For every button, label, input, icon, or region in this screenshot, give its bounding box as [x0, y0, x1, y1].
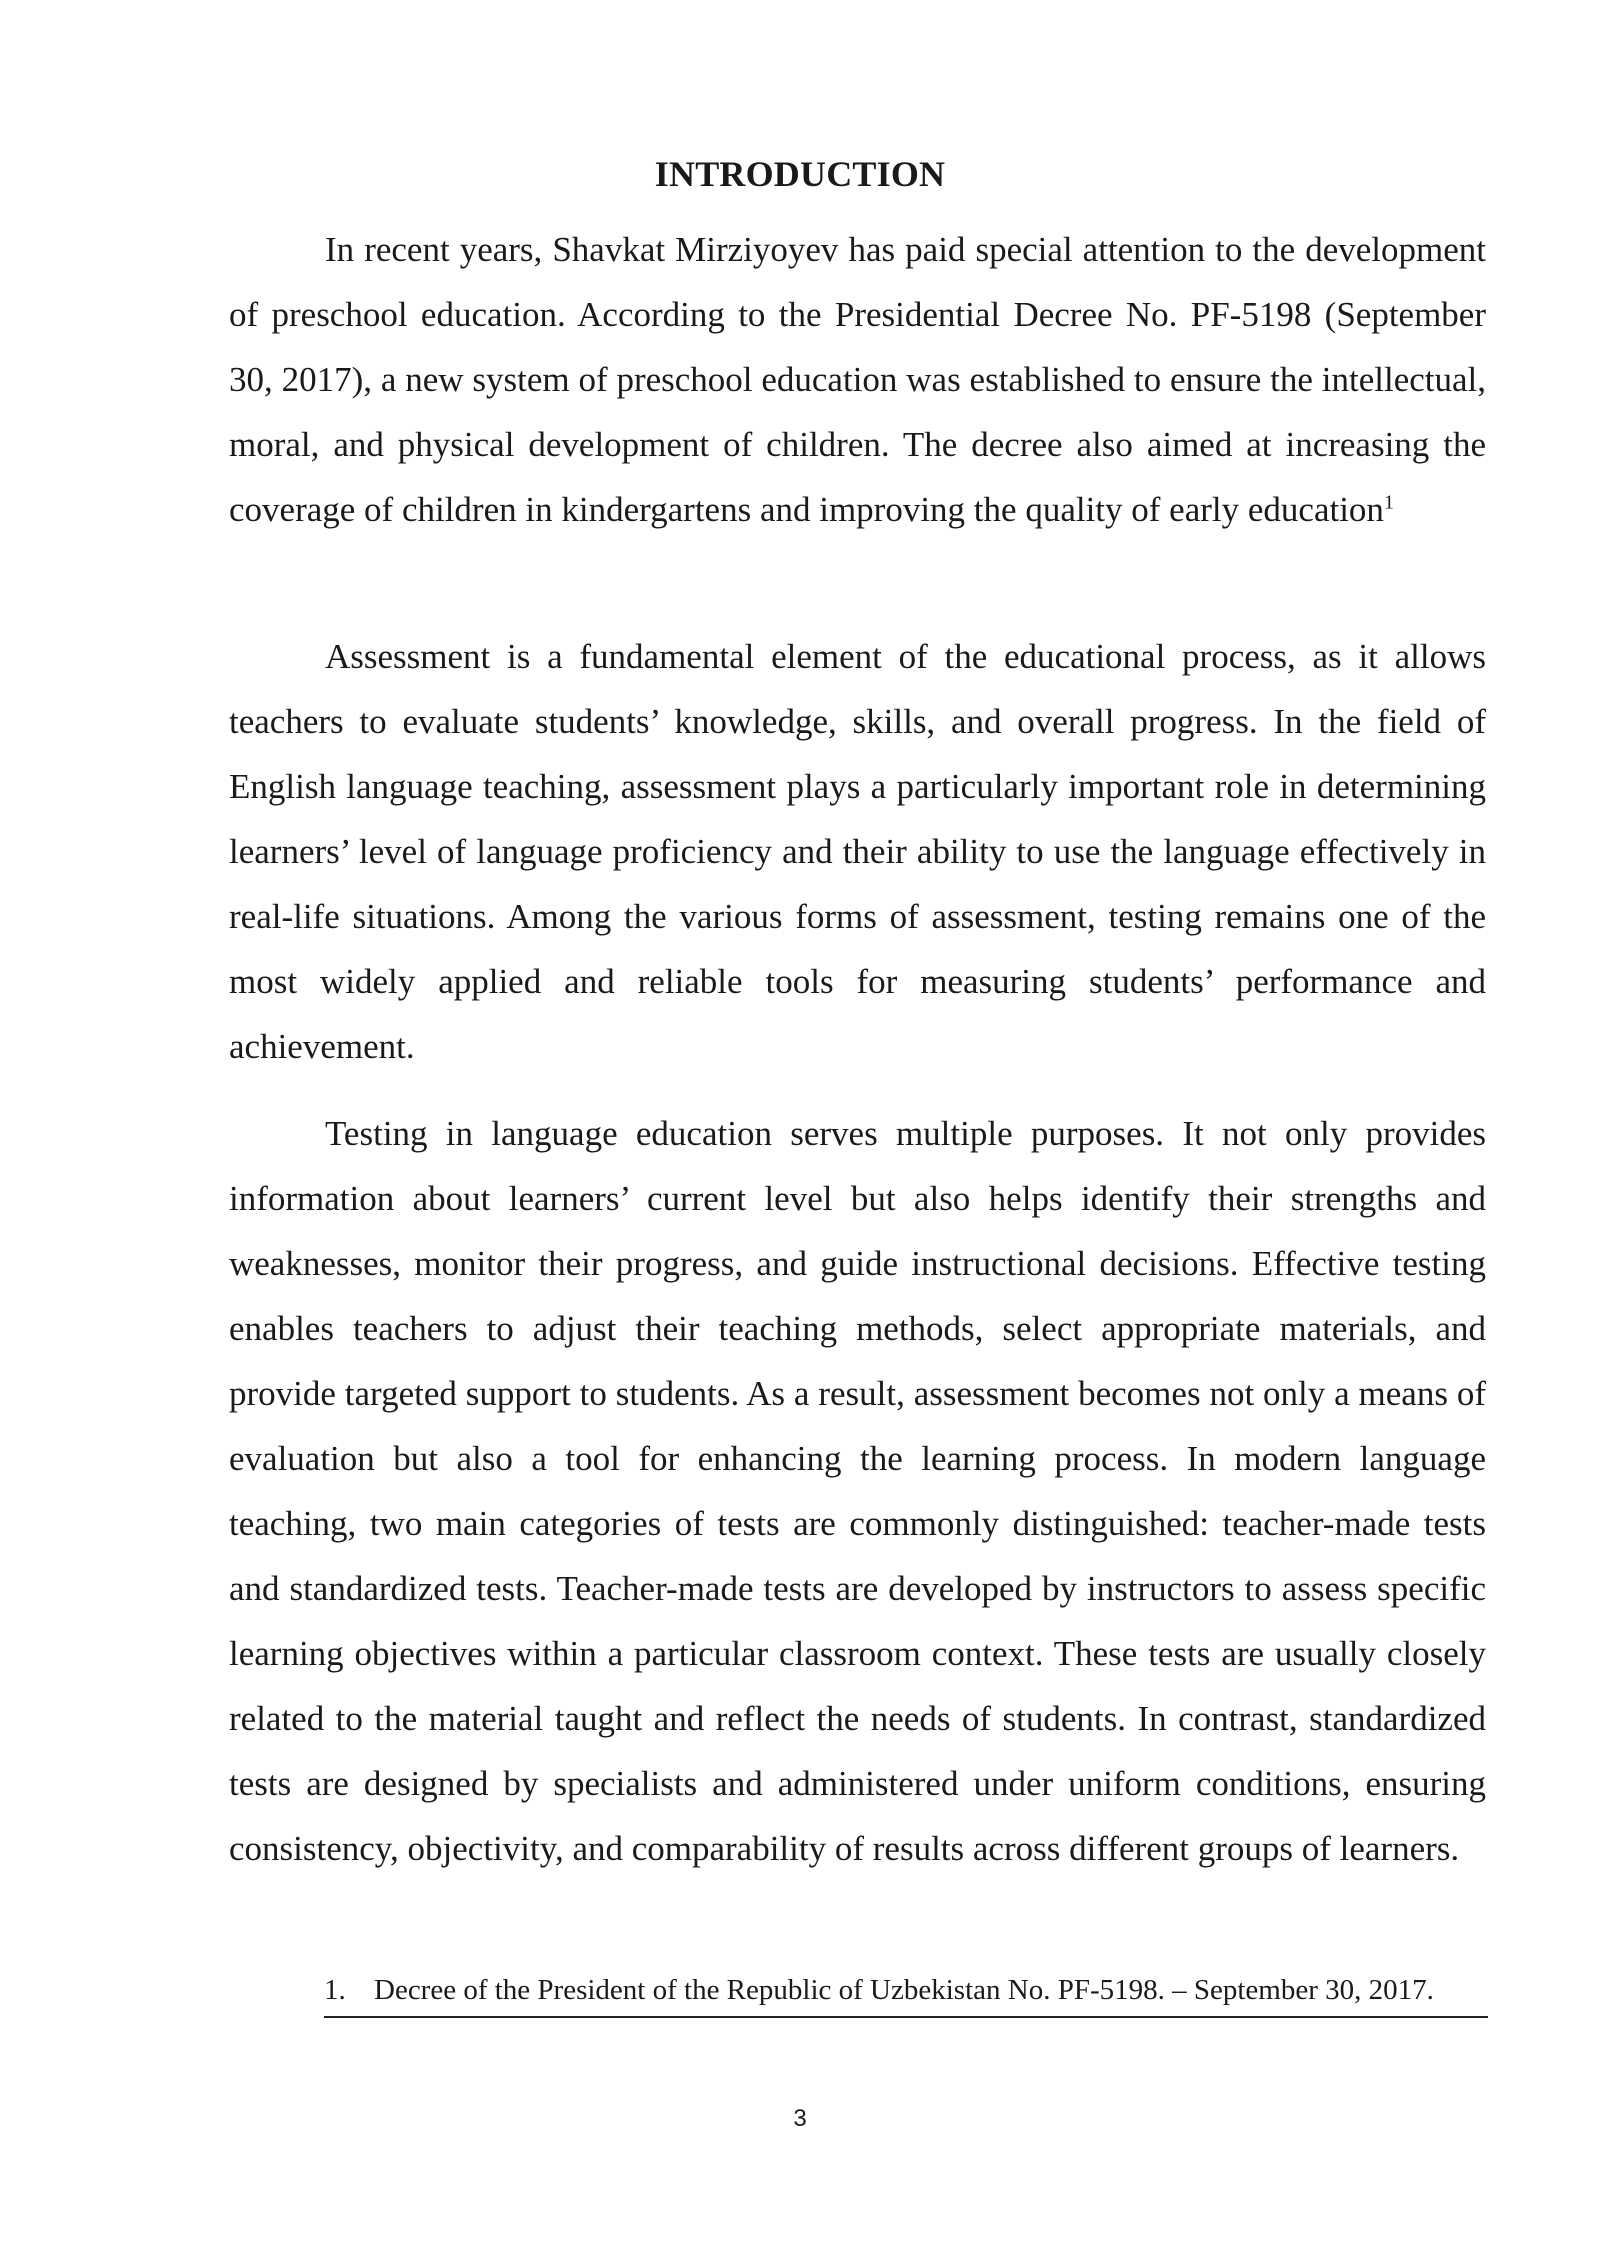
paragraph-preschool-decree	[229, 217, 1486, 542]
footnote	[324, 1970, 1488, 2018]
paragraph-testing	[229, 1101, 1486, 1881]
paragraph-text: Testing in language education serves multiple purposes. It not only provides information about learners’ current level but also helps identify their strengths and weaknesses, monitor their progress, and guide instructional decisions. Effective testing enables teachers to adjust their teaching methods, select appropriate materials, and provide targeted support to students. As a result, assessment becomes not only a means of evaluation but also a tool for enhancing the learning process. In modern language teaching, two main categories of tests are commonly distinguished: teacher-made tests and standardized tests. Teacher-made tests are developed by instructors to assess specific learning objectives within a particular classroom context. These tests are usually closely related to the material taught and reflect the needs of students. In contrast, standardized tests are designed by specialists and administered under uniform conditions, ensuring consistency, objectivity, and comparability of results across different groups of learners.	[229, 1114, 1486, 1868]
paragraph-text: In recent years, Shavkat Mirziyoyev has paid special attention to the development of preschool education. According to the Presidential Decree No. PF-5198 (September 30, 2017), a new system of preschool education was established to ensure the intellectual, moral, and physical development of children. The decree also aimed at increasing the coverage of children in kindergartens and improving the quality of early education	[229, 230, 1486, 529]
paragraph-text: Assessment is a fundamental element of the educational process, as it allows teachers to evaluate students’ knowledge, skills, and overall progress. In the field of English language teaching, assessment plays a particularly important role in determining learners’ level of language proficiency and their ability to use the language effectively in real-life situations. Among the various forms of assessment, testing remains one of the most widely applied and reliable tools for measuring students’ performance and achievement.	[229, 637, 1486, 1066]
section-heading: INTRODUCTION	[654, 154, 946, 194]
page-number: 3	[793, 2105, 807, 2132]
footnote-number: 1.	[324, 1974, 346, 2006]
footnote-reference: 1	[1383, 491, 1394, 514]
paragraph-assessment	[229, 624, 1486, 1079]
footnote-text: Decree of the President of the Republic of Uzbekistan No. PF-5198. – September 30, 2017.	[374, 1974, 1434, 2006]
